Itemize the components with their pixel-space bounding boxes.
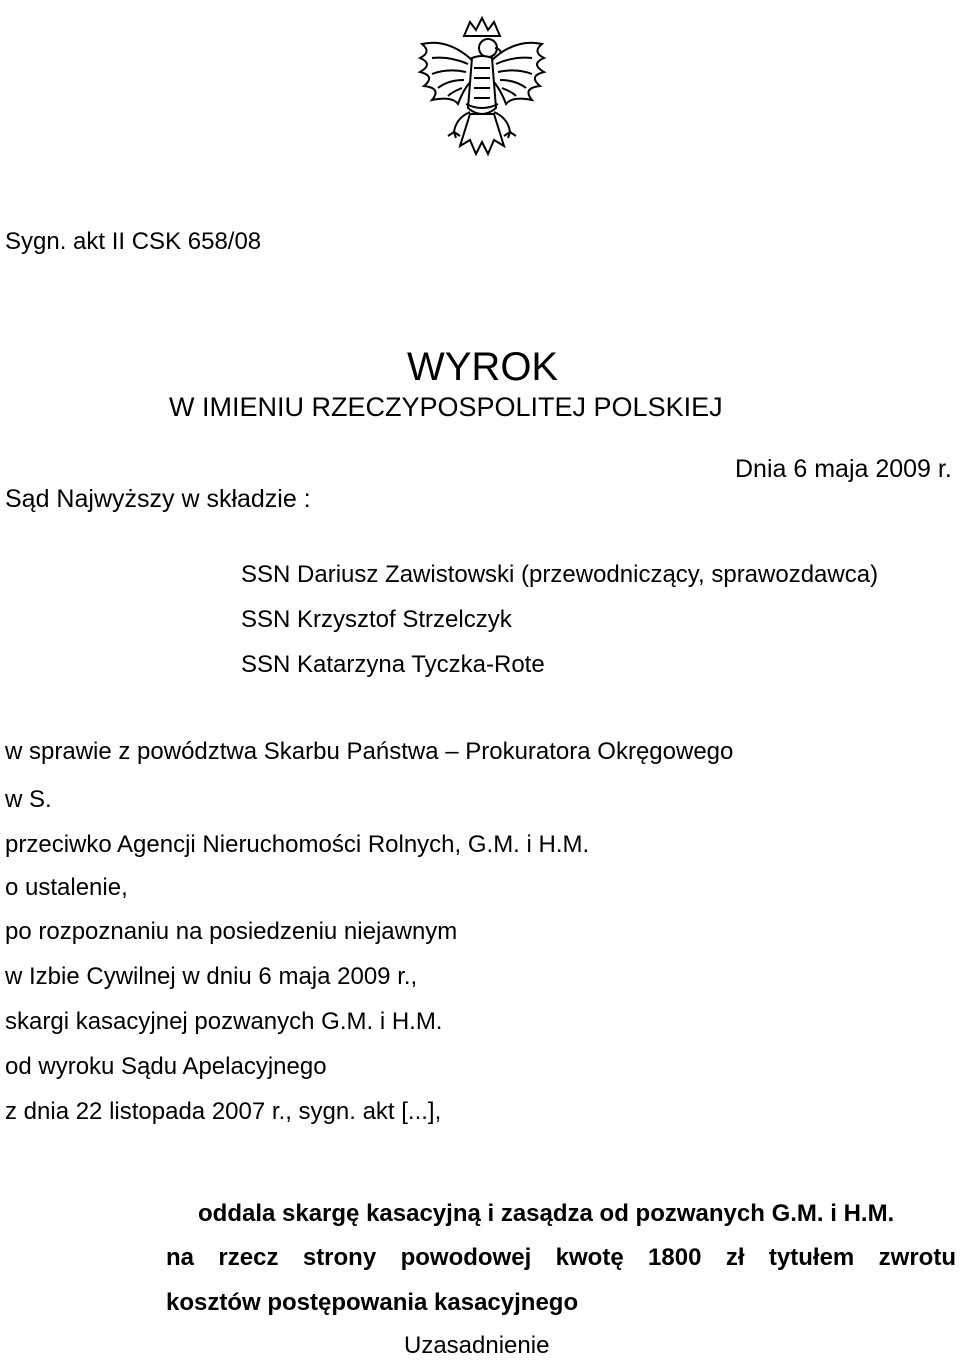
case-line: w S. [5,786,52,813]
justification-heading: Uzasadnienie [404,1332,550,1359]
document-title: WYROK [407,345,559,389]
case-line: o ustalenie, [5,874,128,901]
case-line: od wyroku Sądu Apelacyjnego [5,1053,327,1080]
case-line: w sprawie z powództwa Skarbu Państwa – Prokuratora Okręgowego [5,738,734,765]
case-signature: Sygn. akt II CSK 658/08 [5,228,262,255]
judgment-date: Dnia 6 maja 2009 r. [735,455,952,483]
document-subtitle: W IMIENIU RZECZYPOSPOLITEJ POLSKIEJ [169,392,723,422]
ruling-line: oddala skargę kasacyjną i zasądza od pozwanych G.M. i H.M. [198,1200,895,1227]
case-line: po rozpoznaniu na posiedzeniu niejawnym [5,918,458,945]
judge-line: SSN Katarzyna Tyczka-Rote [241,651,545,678]
ruling-line: na rzecz strony powodowej kwotę 1800 zł tytułem zwrotu [166,1244,956,1271]
eagle-emblem-icon [398,8,566,168]
ruling-line: kosztów postępowania kasacyjnego [166,1289,579,1316]
case-line: w Izbie Cywilnej w dniu 6 maja 2009 r., [5,963,418,990]
judge-line: SSN Krzysztof Strzelczyk [241,606,512,633]
case-line: z dnia 22 listopada 2007 r., sygn. akt [...], [5,1098,442,1125]
case-line: przeciwko Agencji Nieruchomości Rolnych, G.M. i H.M. [5,831,590,858]
case-line: skargi kasacyjnej pozwanych G.M. i H.M. [5,1008,443,1035]
court-composition-label: Sąd Najwyższy w składzie : [5,485,311,513]
judge-line: SSN Dariusz Zawistowski (przewodniczący, sprawozdawca) [241,561,879,588]
